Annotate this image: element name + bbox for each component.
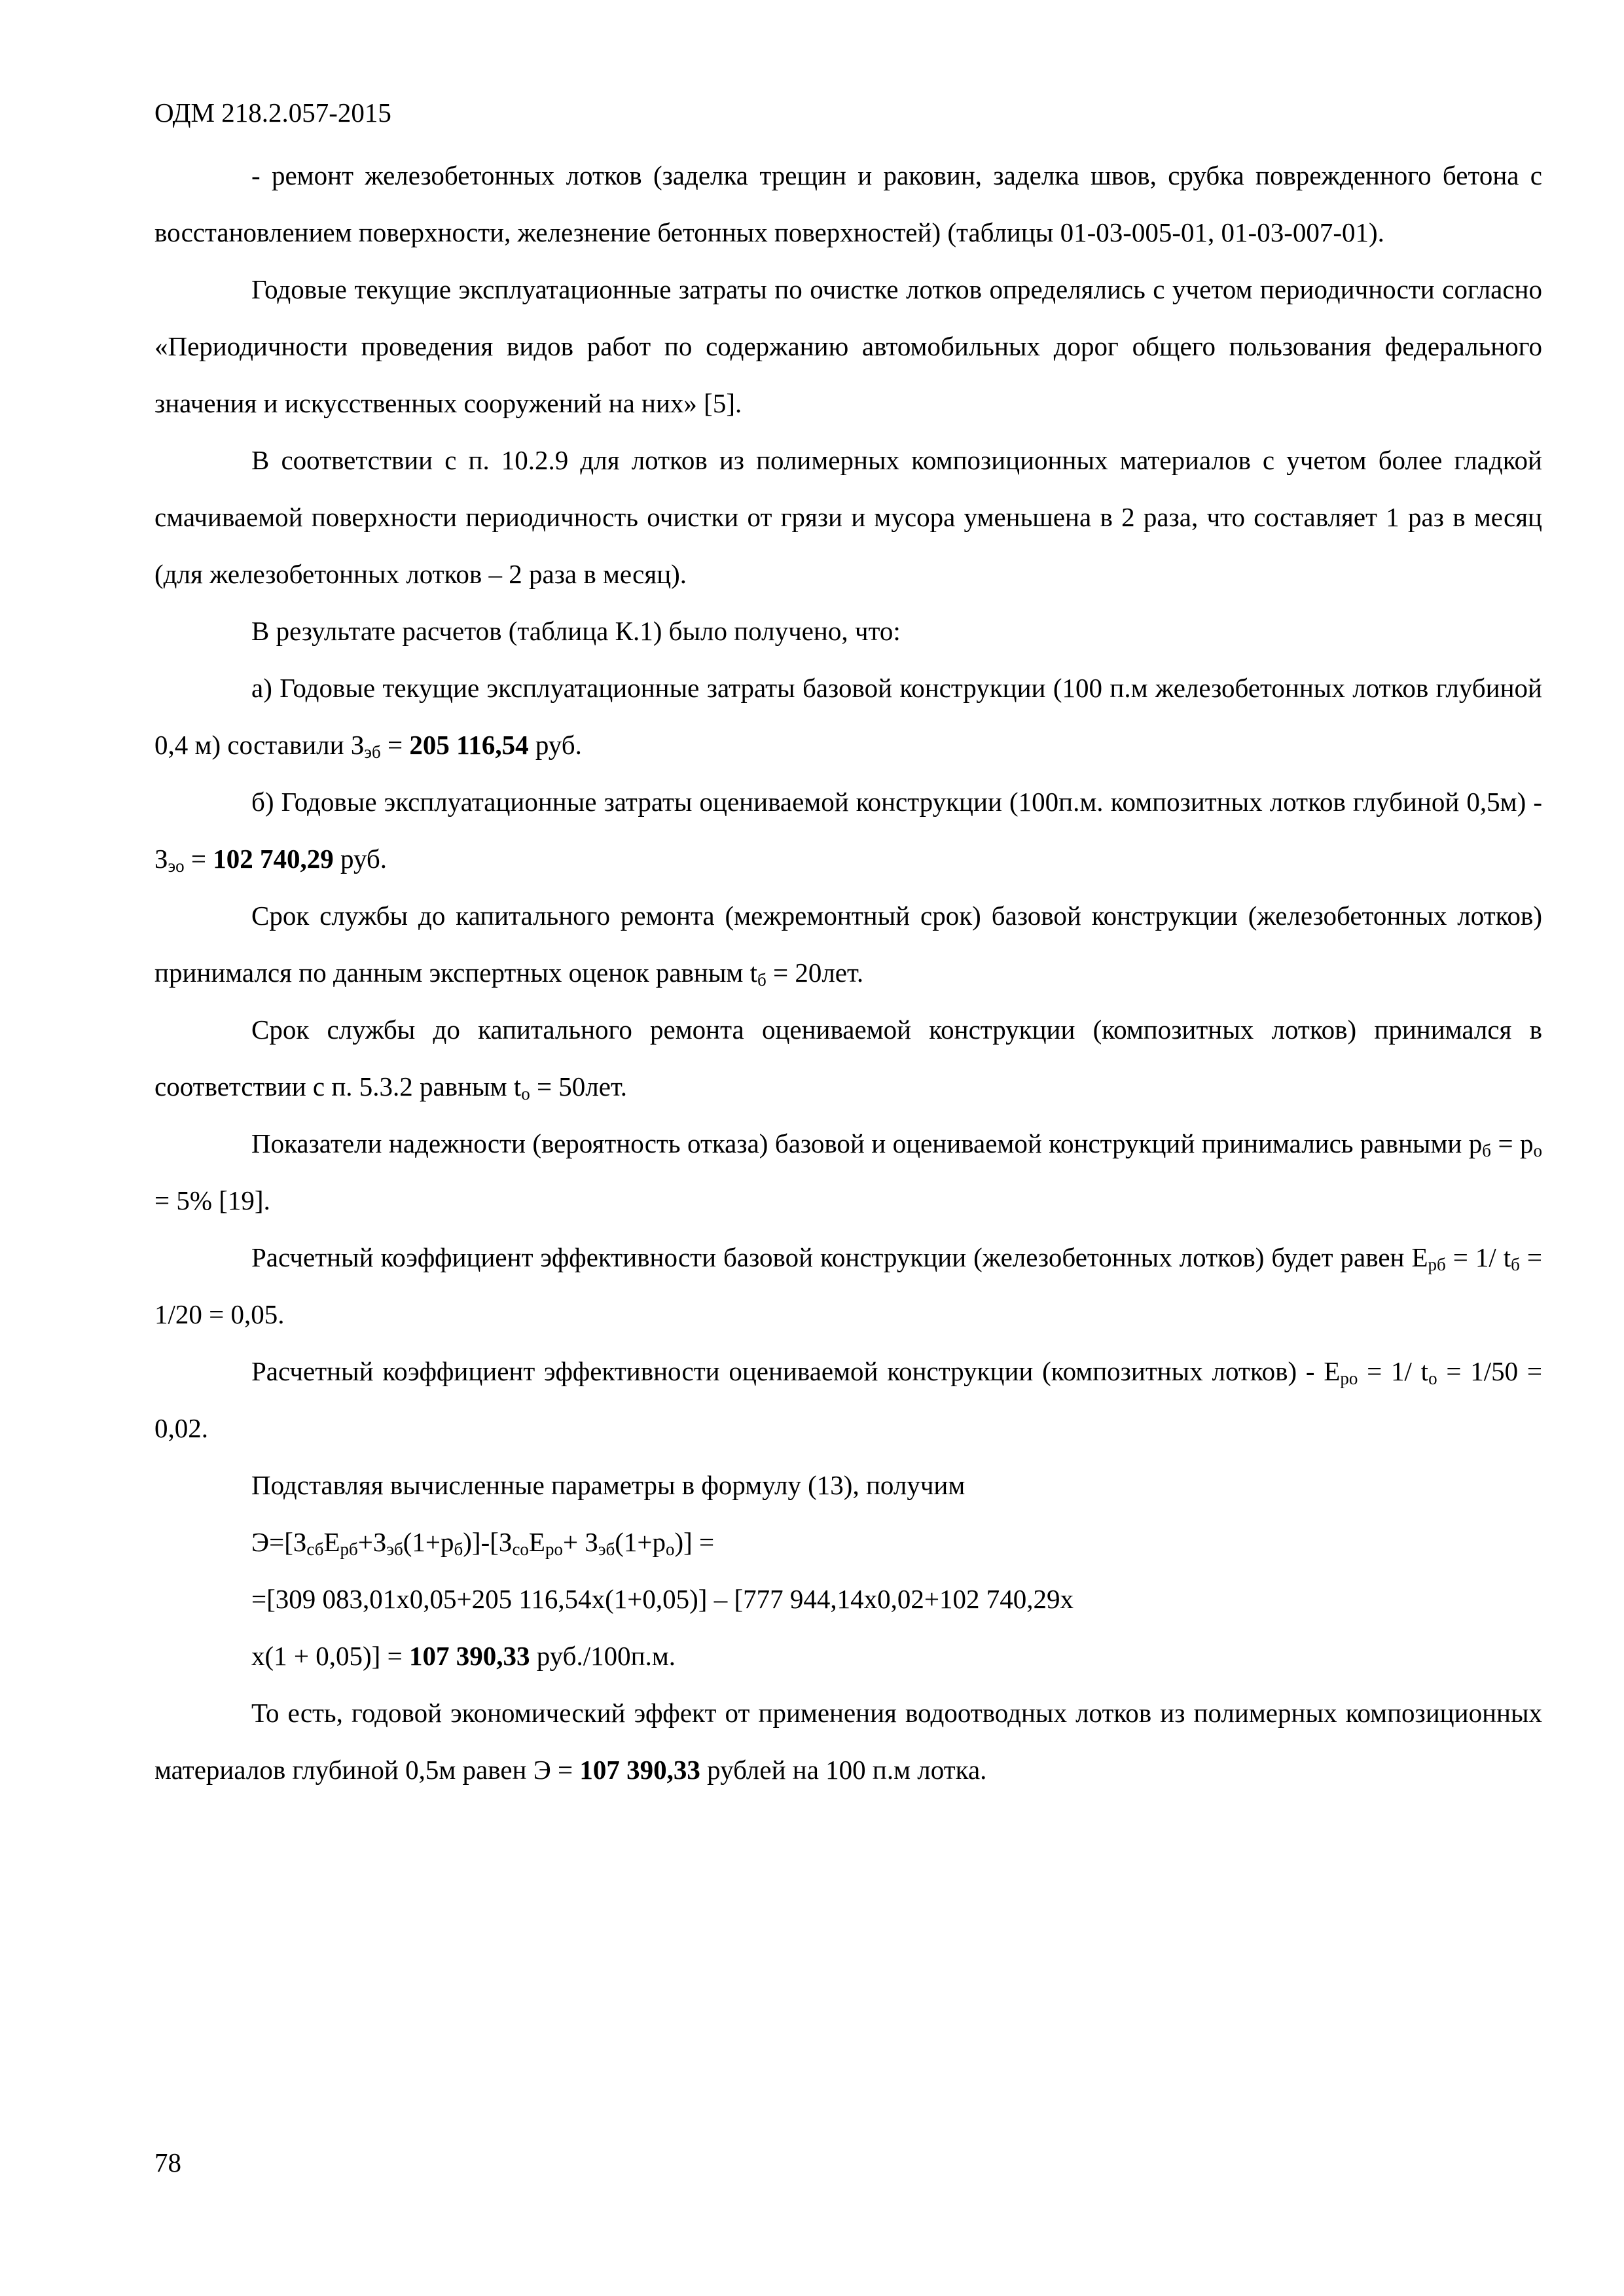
paragraph-conclusion: То есть, годовой экономический эффект от применения водоотводных лотков из полимерных композиционных материалов глубиной 0,5м равен Э = 107 390,33 рублей на 100 п.м лотка. <box>154 1698 1542 1785</box>
document-code-header: ОДМ 218.2.057-2015 <box>154 98 391 128</box>
paragraph-evaluated-service-life: Срок службы до капитального ремонта оцениваемой конструкции (композитных лотков) принимался в соответствии с п. 5.3.2 равным $t_о = 50лет$. <box>154 1014 1542 1103</box>
paragraph-evaluated-efficiency: Расчетный коэффициент эффективности оцениваемой конструкции (композитных лотков) - $Е_{ро} = 1/$ $t_о = 1/50 = 0,02$. <box>154 1356 1542 1443</box>
paragraph-base-costs: а) Годовые текущие эксплуатационные затраты базовой конструкции (100 п.м железобетонных лотков глубиной 0,4 м) составили $З_{эб} = 205$ 116,54 руб. <box>154 673 1542 762</box>
paragraph-base-service-life: Срок службы до капитального ремонта (межремонтный срок) базовой конструкции (железобетонных лотков) принимался по данным экспертных оценок равным $t_б = 20лет$. <box>154 901 1542 990</box>
paragraph-evaluated-costs: б) Годовые эксплуатационные затраты оцениваемой конструкции (100п.м. композитных лотков глубиной $0,5м) - З_{эо} = 102$ 740,29 руб. <box>154 787 1542 876</box>
evaluated-costs-value: 102 740,29 <box>213 844 334 874</box>
formula-substitution: =[309 083,01x0,05+205 116,54x(1+0,05)] – [777 944,14x0,02+102 740,29x <box>251 1584 1074 1614</box>
paragraph-reliability: Показатели надежности (вероятность отказа) базовой и оцениваемой конструкций принимались равными $p_б = p_о = 5\%$ [19]. <box>154 1128 1542 1215</box>
formula-effect-definition: $Э=[З_{сб}Е_{рб}+З_{эб}(1+p_б)]-[З_{со}Е_{ро}+ З_{эб}(1+p_о)]$ = <box>251 1527 715 1559</box>
paragraph-cleaning-costs: Годовые текущие эксплуатационные затраты по очистке лотков определялись с учетом периодичности согласно «Периодичности проведения видов работ по содержанию автомобильных дорог общего пользования федерального значения и искусственных сооружений на них» [5]. <box>154 274 1542 418</box>
conclusion-effect-value: 107 390,33 <box>579 1755 700 1785</box>
paragraph-formula-intro: Подставляя вычисленные параметры в формулу (13), получим <box>251 1470 965 1500</box>
formula-result: x(1 + 0,05)] = 107 390,33 руб./100п.м. <box>251 1641 676 1671</box>
paragraph-results-intro: В результате расчетов (таблица К.1) было получено, что: <box>251 616 901 646</box>
page-number: 78 <box>154 2147 181 2178</box>
formula-result-value: 107 390,33 <box>408 1641 530 1671</box>
paragraph-repair-list: - ремонт железобетонных лотков (заделка трещин и раковин, заделка швов, срубка поврежденного бетона с восстановлением поверхности, железнение бетонных поверхностей) (таблицы 01-03-005-01, 01-03-007-01). <box>154 160 1542 247</box>
paragraph-base-efficiency: Расчетный коэффициент эффективности базовой конструкции (железобетонных лотков) будет равен $Е_{рб} = 1/$ $t_б = 1/20 = 0,05$. <box>154 1242 1542 1329</box>
document-body <box>154 147 1542 1799</box>
paragraph-cleaning-frequency: В соответствии с п. 10.2.9 для лотков из полимерных композиционных материалов с учетом более гладкой смачиваемой поверхности периодичность очистки от грязи и мусора уменьшена в 2 раза, что составляет 1 раз в месяц (для железобетонных лотков – 2 раза в месяц). <box>154 445 1542 589</box>
base-costs-value: 205 116,54 <box>409 730 529 760</box>
